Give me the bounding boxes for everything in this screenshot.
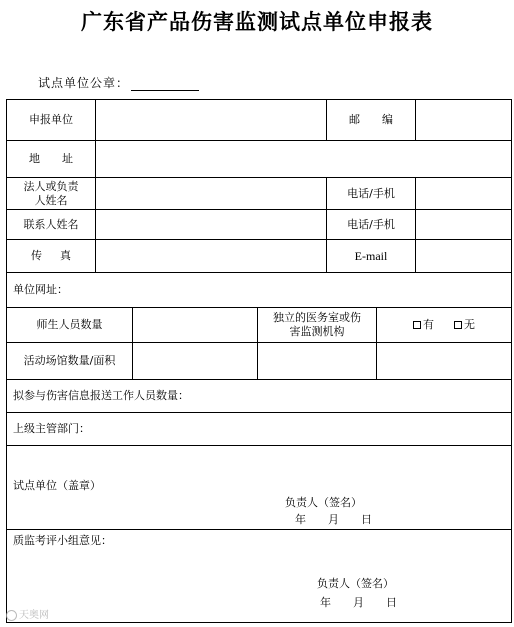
clinic-options [377,308,511,342]
legal-person-field[interactable] [96,178,326,209]
responsible-signature-2: 负责人（签名） [317,577,394,590]
contact-name-field[interactable] [96,210,326,239]
clinic-line2: 害监测机构 [289,325,345,338]
option-no-label: 无 [464,318,475,331]
label-postcode: 邮 编 [349,113,393,126]
label-superior: 上级主管部门： [13,422,90,435]
applicant-unit-field[interactable] [96,100,326,140]
staff-count-field[interactable] [133,308,257,342]
seal-blank[interactable] [131,78,199,91]
responsible-signature-1: 负责人（签名） [285,496,362,509]
legal-person-line1: 法人或负责 [23,179,79,193]
phone-1-field[interactable] [416,178,511,209]
clinic-line1: 独立的医务室或伤 [273,311,361,324]
date-1: 年 月 日 [295,513,372,526]
venue-field[interactable] [133,343,257,379]
venue-extra-field[interactable] [258,343,376,379]
watermark-text: 天奥网 [19,610,49,621]
venue-extra-field-2[interactable] [377,343,511,379]
address-field[interactable] [96,141,511,177]
label-review-opinion: 质监考评小组意见： [13,534,112,547]
phone-2-field[interactable] [416,210,511,239]
option-yes[interactable] [413,318,434,332]
label-fax: 传真 [31,249,89,262]
watermark [6,606,49,621]
label-address: 地址 [29,152,95,165]
label-website: 单位网址： [13,283,68,296]
date-2: 年 月 日 [320,596,397,609]
legal-person-line2: 人姓名 [34,193,68,207]
page-title: 广东省产品伤害监测试点单位申报表 [81,10,433,34]
postcode-field[interactable] [416,100,511,140]
label-staff-count: 师生人员数量 [36,318,103,331]
checkbox-no-icon[interactable] [454,321,462,329]
option-no[interactable] [454,318,475,332]
label-phone-2: 电话/手机 [347,217,395,231]
seal-line [38,74,199,91]
email-field[interactable] [416,240,511,272]
label-legal-person [7,178,95,209]
seal-label: 试点单位公章： [38,76,130,90]
label-contact-name: 联系人姓名 [23,217,79,231]
label-phone-1: 电话/手机 [347,186,395,200]
label-venue: 活动场馆数量/面积 [23,354,116,367]
checkbox-yes-icon[interactable] [413,321,421,329]
row-divider [7,445,511,446]
label-email: E-mail [354,249,388,263]
watermark-logo-icon [6,610,17,621]
label-clinic [258,308,376,342]
application-form [6,99,512,623]
label-reporters: 拟参与伤害信息报送工作人员数量： [13,389,189,402]
row-divider [7,529,511,530]
option-yes-label: 有 [423,318,434,331]
fax-field[interactable] [96,240,326,272]
label-pilot-seal: 试点单位（盖章） [13,479,101,492]
label-applicant-unit: 申报单位 [29,113,73,126]
